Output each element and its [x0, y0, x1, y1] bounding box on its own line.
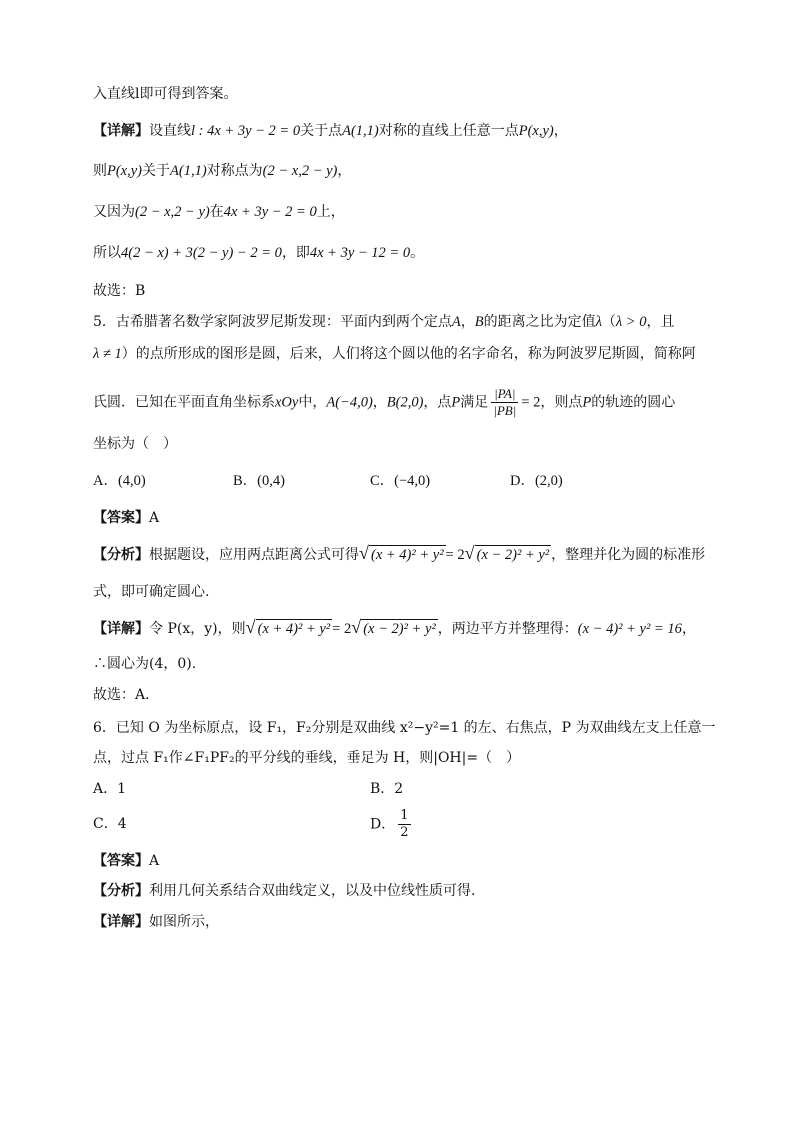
text-segment: ，即: [281, 245, 310, 261]
text-segment: 如图所示，: [149, 914, 219, 930]
result-equation: 4x + 3y − 12 = 0: [309, 245, 411, 261]
text-segment: ，整理并化为圆的标准形: [551, 547, 706, 563]
radicand: (x + 4)² + y²: [371, 547, 444, 563]
text-segment: 令 P(x，y)，则: [149, 621, 246, 637]
answer-select-5: [93, 685, 159, 705]
text-segment: 5．古希腊著名数学家阿波罗尼斯发现：平面内到两个定点: [93, 314, 452, 330]
radicand: (x + 4)² + y²: [257, 621, 331, 637]
text-segment: 的距离之比为定值: [483, 314, 596, 330]
text-segment: 6．已知 O 为坐标原点，设 F₁，F₂分别是双曲线 x²−y²=1 的左、右焦点，P 为双曲线左支上任意一: [93, 720, 716, 736]
text-segment: （: [601, 314, 616, 330]
detail-tag: 【详解】: [93, 914, 149, 930]
q6-option-a: A．1: [93, 781, 127, 797]
math-p: P: [582, 394, 592, 411]
analysis-tag: 【分析】: [93, 883, 149, 899]
text-segment: 关于: [142, 163, 171, 179]
detail-5-line-2: [93, 654, 196, 674]
ratio-fraction: [491, 386, 518, 419]
sqrt-expression: [359, 545, 446, 565]
fraction-denominator: |PB|: [493, 403, 517, 418]
option-a: A．(4,0): [93, 473, 146, 489]
text-segment: 所以: [93, 245, 121, 261]
text-segment: ，: [460, 314, 475, 330]
line-equation: l : 4x + 3y − 2 = 0: [191, 123, 301, 139]
sqrt-expression: [246, 619, 333, 639]
analysis-tag: 【分析】: [93, 547, 149, 563]
text-segment: ，: [372, 394, 387, 411]
text-segment: 关于点: [300, 123, 343, 139]
text-segment: 对称点为: [206, 163, 263, 179]
radicand: (x − 2)² + y²: [363, 621, 436, 637]
answer-select-4: [93, 281, 145, 301]
detail-tag: 【详解】: [93, 621, 149, 637]
sqrt-expression: [465, 545, 552, 565]
q6-option-d: [370, 808, 414, 841]
text-segment: 故选：A．: [93, 687, 160, 703]
math-condition: λ ≠ 1: [93, 346, 122, 362]
math-b: B: [474, 314, 484, 330]
text-segment: 又因为: [93, 204, 135, 220]
text-segment: 设直线: [149, 123, 191, 139]
analysis-6: [93, 881, 475, 901]
text-segment: 中，: [298, 394, 327, 411]
sqrt-expression: [351, 619, 438, 639]
math-lambda: λ: [595, 314, 602, 330]
radical-icon: √: [351, 617, 362, 637]
detail-6: [93, 912, 219, 932]
text-segment: 在: [209, 204, 224, 220]
text-segment: 点，过点 F₁作∠F₁PF₂的平分线的垂线，垂足为 H，则|OH|=（ ）: [93, 750, 521, 766]
symmetric-point: (2 − x,2 − y): [135, 204, 210, 220]
point-a: A(1,1): [342, 123, 379, 139]
half-fraction: [398, 808, 410, 841]
math-xoy: xOy: [275, 394, 299, 411]
text-segment: 式，即可确定圆心.: [93, 584, 210, 600]
q6-option-b: B．2: [370, 781, 404, 797]
text-segment: 利用几何关系结合双曲线定义，以及中位线性质可得.: [149, 883, 476, 899]
text-segment: 。: [410, 245, 425, 261]
question-5-line-2: [93, 344, 696, 364]
fraction-numerator: |PA|: [491, 386, 518, 403]
text-segment: 故选：B: [93, 283, 146, 299]
detail-line-1: [93, 121, 568, 141]
point-a: A(−4,0): [326, 394, 373, 411]
continuation-text: 入直线l即可得到答案。: [93, 86, 238, 102]
radicand: (x − 2)² + y²: [476, 547, 550, 563]
option-b: B．(0,4): [233, 473, 285, 489]
point-p: P(x,y): [518, 123, 554, 139]
math-condition: λ > 0: [615, 314, 647, 330]
question-6-line-1: [93, 718, 716, 738]
option-d: D．(2,0): [510, 473, 563, 489]
question-5-line-1: [93, 312, 674, 332]
substituted-equation: 4(2 − x) + 3(2 − y) − 2 = 0: [121, 245, 282, 261]
answer-value: A: [149, 510, 160, 526]
detail-tag: 【详解】: [93, 123, 149, 139]
option-c: C．(−4,0): [370, 473, 431, 489]
q6-option-c: C．4: [93, 816, 127, 832]
question-5-line-3: [93, 386, 675, 419]
point-a: A(1,1): [170, 163, 207, 179]
text-segment: 坐标为（ ）: [93, 436, 177, 452]
fraction-numerator: 1: [400, 808, 409, 823]
question-5-line-4: [93, 434, 177, 454]
text-line-1: [93, 84, 237, 104]
detail-line-2: [93, 161, 351, 181]
point-b: B(2,0): [386, 394, 424, 411]
text-segment: ，: [553, 123, 568, 139]
math-equals: = 2: [445, 547, 465, 563]
text-segment: 上，: [316, 204, 345, 220]
text-segment: 的轨迹的圆心: [591, 394, 676, 411]
text-segment: ∴圆心为(4，0).: [93, 656, 197, 672]
math-a: A: [451, 314, 461, 330]
radical-icon: √: [359, 543, 369, 563]
text-segment: ，: [681, 621, 696, 637]
text-segment: ，则点: [540, 394, 583, 411]
text-segment: ，两边平方并整理得：: [437, 621, 578, 637]
radical-icon: √: [245, 617, 256, 637]
detail-5-line-1: [93, 619, 696, 639]
radical-icon: √: [464, 543, 475, 563]
answer-value: A: [149, 853, 160, 869]
analysis-5-line-2: [93, 582, 209, 602]
text-segment: ，且: [646, 314, 675, 330]
answer-tag: 【答案】: [93, 853, 149, 869]
analysis-5-line-1: [93, 545, 705, 565]
option-label: D．: [370, 816, 396, 833]
question-6-line-2: [93, 748, 520, 768]
circle-equation: (x − 4)² + y² = 16: [577, 621, 682, 637]
text-segment: 满足: [460, 394, 489, 411]
detail-line-4: [93, 243, 424, 263]
detail-line-3: [93, 202, 345, 222]
text-segment: ，: [337, 163, 352, 179]
text-segment: 对称的直线上任意一点: [378, 123, 519, 139]
fraction-denominator: 2: [400, 825, 409, 840]
point-p: P(x,y): [107, 163, 143, 179]
text-segment: ）的点所形成的图形是圆，后来，人们将这个圆以他的名字命名，称为阿波罗尼斯圆，简称阿: [121, 346, 696, 362]
symmetric-point: (2 − x,2 − y): [262, 163, 338, 179]
answer-tag: 【答案】: [93, 510, 149, 526]
text-segment: ，点: [423, 394, 452, 411]
math-p: P: [451, 394, 461, 411]
math-equals: = 2: [332, 621, 352, 637]
answer-5: [93, 508, 159, 528]
text-segment: 则: [93, 163, 107, 179]
line-equation: 4x + 3y − 2 = 0: [223, 204, 317, 220]
text-segment: 根据题设，应用两点距离公式可得: [149, 547, 359, 563]
answer-6: [93, 851, 159, 871]
text-segment: 氏圆．已知在平面直角坐标系: [93, 394, 275, 411]
math-equals: = 2: [521, 394, 541, 411]
